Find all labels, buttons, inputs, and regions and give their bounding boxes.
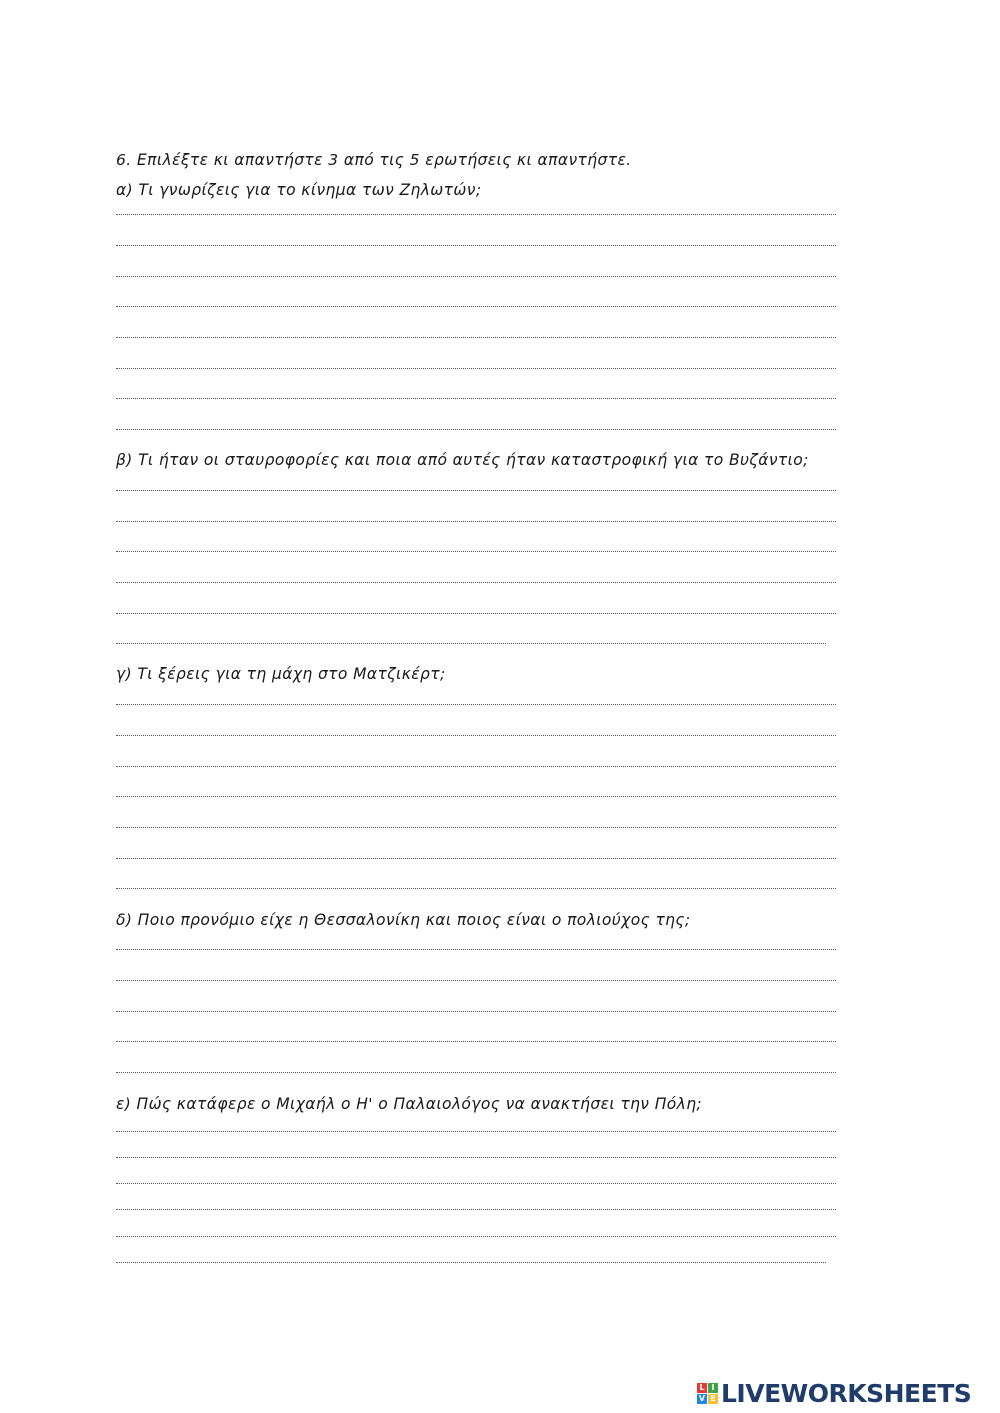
question-d: δ) Ποιο προνόμιο είχε η Θεσσαλονίκη και ποιος είναι ο πολιούχος της; [116, 911, 691, 929]
answer-line[interactable] [116, 551, 836, 552]
liveworksheets-logo-icon [697, 1383, 718, 1404]
answer-line[interactable] [116, 490, 836, 491]
answer-line[interactable] [116, 1157, 836, 1158]
answer-line[interactable] [116, 368, 836, 369]
logo-mark-letter: I [708, 1383, 718, 1393]
answer-line[interactable] [116, 766, 836, 767]
answer-line[interactable] [116, 276, 836, 277]
answer-line[interactable] [116, 582, 836, 583]
answer-line[interactable] [116, 735, 836, 736]
answer-line[interactable] [116, 1183, 836, 1184]
question-b: β) Τι ήταν οι σταυροφορίες και ποια από αυτές ήταν καταστροφική για το Βυζάντιο; [116, 451, 809, 469]
worksheet-title: 6. Επιλέξτε κι απαντήστε 3 από τις 5 ερωτήσεις κι απαντήστε. [116, 151, 632, 169]
answer-line[interactable] [116, 1131, 836, 1132]
answer-line[interactable] [116, 643, 826, 644]
answer-line[interactable] [116, 1072, 836, 1073]
answer-line[interactable] [116, 1011, 836, 1012]
answer-line[interactable] [116, 1236, 836, 1237]
answer-line[interactable] [116, 245, 836, 246]
answer-line[interactable] [116, 214, 836, 215]
answer-line[interactable] [116, 888, 836, 889]
logo-mark-letter: L [697, 1383, 707, 1393]
answer-line[interactable] [116, 613, 836, 614]
answer-line[interactable] [116, 980, 836, 981]
answer-line[interactable] [116, 827, 836, 828]
answer-line[interactable] [116, 1209, 836, 1210]
answer-line[interactable] [116, 306, 836, 307]
answer-line[interactable] [116, 949, 836, 950]
answer-line[interactable] [116, 1041, 836, 1042]
liveworksheets-logo[interactable] [697, 1378, 971, 1408]
answer-line[interactable] [116, 704, 836, 705]
question-a: α) Τι γνωρίζεις για το κίνημα των Ζηλωτών; [116, 181, 482, 199]
answer-line[interactable] [116, 858, 836, 859]
answer-line[interactable] [116, 1262, 826, 1263]
question-e: ε) Πώς κατάφερε ο Μιχαήλ ο Η' ο Παλαιολόγος να ανακτήσει την Πόλη; [116, 1095, 703, 1113]
answer-line[interactable] [116, 337, 836, 338]
question-c: γ) Τι ξέρεις για τη μάχη στο Ματζικέρτ; [116, 665, 446, 683]
logo-mark-letter: V [698, 1393, 706, 1403]
answer-line[interactable] [116, 796, 836, 797]
answer-line[interactable] [116, 398, 836, 399]
logo-mark-letter: E [708, 1394, 718, 1404]
liveworksheets-logo-text: LIVEWORKSHEETS [721, 1378, 972, 1408]
answer-line[interactable] [116, 429, 836, 430]
answer-line[interactable] [116, 521, 836, 522]
